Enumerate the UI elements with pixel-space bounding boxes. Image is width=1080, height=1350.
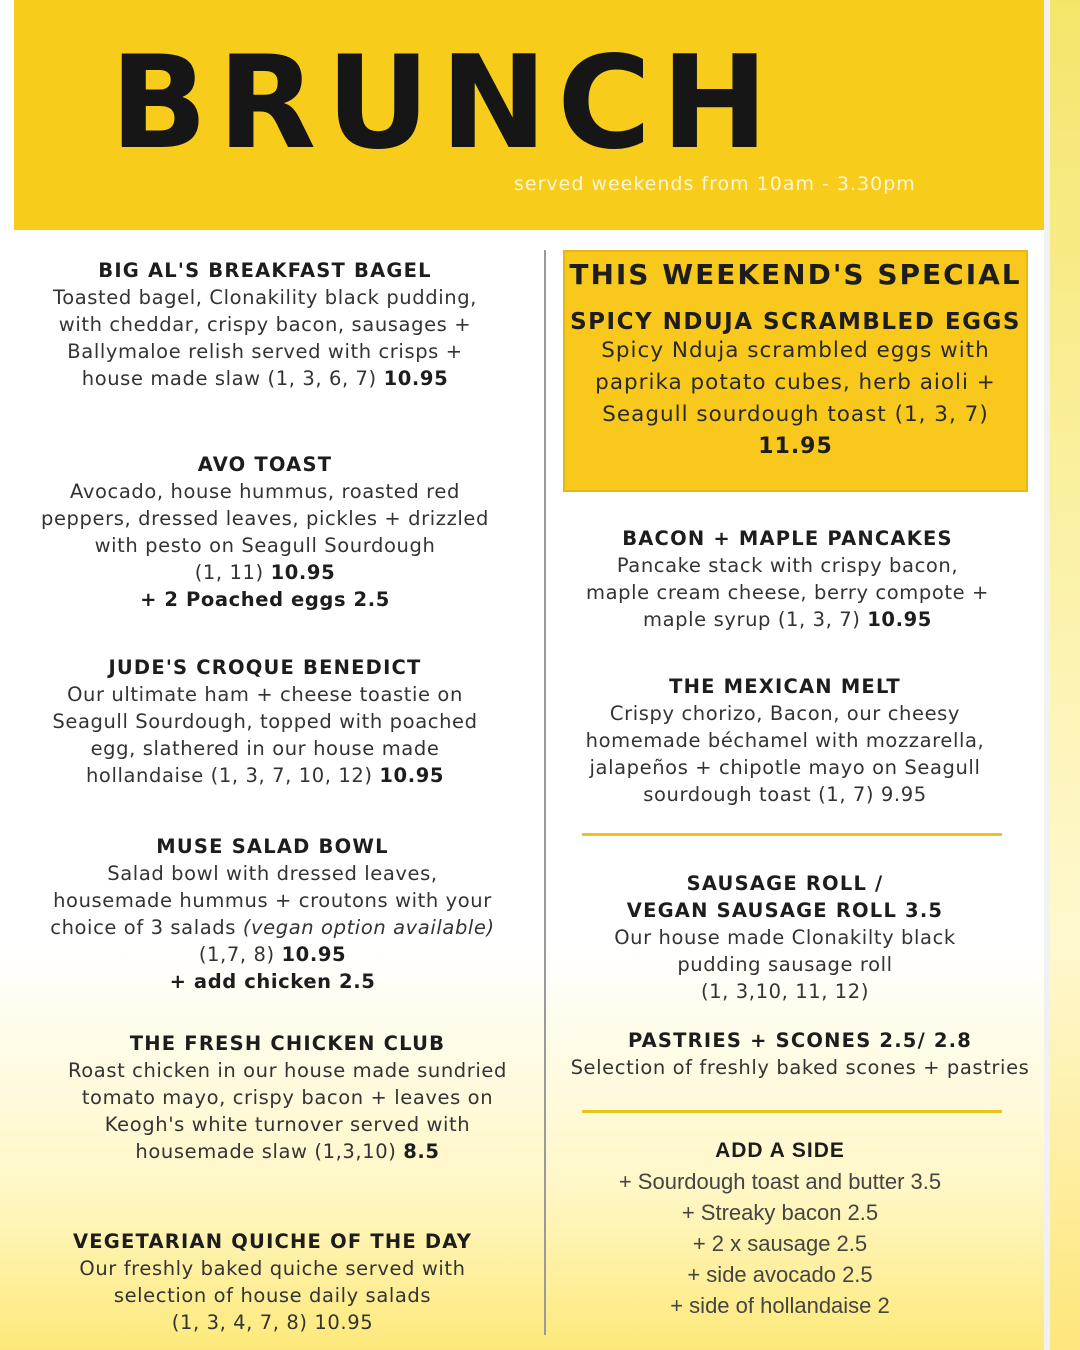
item-desc-line: peppers, dressed leaves, pickles + drizzled bbox=[40, 507, 489, 530]
item-title: AVO TOAST bbox=[197, 453, 333, 476]
item-extra: + 2 Poached eggs 2.5 bbox=[140, 588, 390, 611]
special-desc-line: paprika potato cubes, herb aioli + bbox=[595, 370, 996, 395]
item-desc-line: jalapeños + chipotle mayo on Seagull bbox=[589, 756, 981, 779]
item-desc-line: Toasted bagel, Clonakility black pudding, bbox=[53, 286, 477, 309]
item-desc-line: Pancake stack with crispy bacon, bbox=[616, 554, 959, 577]
add-a-side-section bbox=[560, 1135, 1000, 1321]
item-desc-line: Ballymaloe relish served with crisps + bbox=[67, 340, 463, 363]
item-allergens: (1,7, 8) bbox=[198, 943, 275, 966]
item-price: 10.95 bbox=[281, 943, 347, 966]
item-note: (vegan option available) bbox=[242, 916, 495, 939]
special-heading: THIS WEEKEND'S SPECIAL bbox=[569, 258, 1022, 291]
menu-item-croque-benedict bbox=[30, 654, 500, 789]
item-desc-line: maple syrup (1, 3, 7) bbox=[643, 608, 861, 631]
item-desc-line: maple cream cheese, berry compote + bbox=[586, 581, 989, 604]
menu-item-pastries-scones bbox=[555, 1027, 1045, 1081]
side-item: + 2 x sausage 2.5 bbox=[692, 1231, 868, 1256]
item-desc-line: sourdough toast (1, 7) 9.95 bbox=[643, 783, 927, 806]
item-title: PASTRIES + SCONES 2.5/ 2.8 bbox=[627, 1029, 973, 1052]
menu-item-mexican-melt bbox=[560, 673, 1010, 808]
menu-item-avo-toast bbox=[30, 451, 500, 613]
item-desc-line: Keogh's white turnover served with bbox=[104, 1113, 471, 1136]
side-item: + side avocado 2.5 bbox=[687, 1262, 873, 1287]
edge-shadow bbox=[1044, 0, 1050, 1350]
item-desc-line: Our house made Clonakilty black bbox=[614, 926, 956, 949]
item-desc-line: Our freshly baked quiche served with bbox=[79, 1257, 466, 1280]
item-price: 10.95 bbox=[383, 367, 449, 390]
item-desc-line: Salad bowl with dressed leaves, bbox=[107, 862, 438, 885]
menu-item-sausage-roll bbox=[560, 870, 1010, 1005]
item-desc-line: egg, slathered in our house made bbox=[90, 737, 440, 760]
weekend-special-box bbox=[563, 250, 1028, 492]
item-price: 10.95 bbox=[270, 561, 336, 584]
side-item: + Streaky bacon 2.5 bbox=[681, 1200, 879, 1225]
item-title: MUSE SALAD BOWL bbox=[156, 835, 389, 858]
item-desc-line: tomato mayo, crispy bacon + leaves on bbox=[81, 1086, 494, 1109]
item-price: 10.95 bbox=[867, 608, 932, 631]
item-desc-line: selection of house daily salads bbox=[113, 1284, 432, 1307]
item-desc-line: with pesto on Seagull Sourdough bbox=[94, 534, 436, 557]
special-desc-line: Spicy Nduja scrambled eggs with bbox=[601, 338, 990, 363]
item-desc-line: with cheddar, crispy bacon, sausages + bbox=[58, 313, 472, 336]
item-title: BACON + MAPLE PANCAKES bbox=[622, 527, 953, 550]
menu-item-muse-salad-bowl bbox=[30, 833, 515, 995]
menu-item-maple-pancakes bbox=[560, 525, 1015, 633]
menu-item-chicken-club bbox=[30, 1030, 545, 1165]
item-title: THE FRESH CHICKEN CLUB bbox=[129, 1032, 446, 1055]
item-title: BIG AL'S BREAKFAST BAGEL bbox=[98, 259, 432, 282]
item-desc-line: choice of 3 salads bbox=[50, 916, 237, 939]
item-desc-line: (1, 3, 4, 7, 8) 10.95 bbox=[171, 1311, 374, 1334]
item-desc-line: pudding sausage roll bbox=[677, 953, 893, 976]
item-desc-line: Selection of freshly baked scones + pastries bbox=[570, 1056, 1030, 1079]
section-divider bbox=[582, 833, 1002, 836]
sides-title: ADD A SIDE bbox=[715, 1139, 845, 1162]
menu-item-big-als-bagel bbox=[30, 257, 500, 392]
side-item: + Sourdough toast and butter 3.5 bbox=[618, 1169, 942, 1194]
item-title-2: VEGAN SAUSAGE ROLL 3.5 bbox=[626, 899, 944, 922]
item-title: JUDE'S CROQUE BENEDICT bbox=[108, 656, 422, 679]
item-desc-line: housemade slaw (1,3,10) bbox=[135, 1140, 397, 1163]
item-price: 8.5 bbox=[403, 1140, 440, 1163]
item-title: THE MEXICAN MELT bbox=[669, 675, 901, 698]
item-desc-line: (1, 3,10, 11, 12) bbox=[700, 980, 870, 1003]
item-desc-line: Our ultimate ham + cheese toastie on bbox=[67, 683, 463, 706]
section-divider bbox=[582, 1110, 1002, 1113]
item-desc-line: Seagull Sourdough, topped with poached bbox=[52, 710, 478, 733]
item-desc-line: Avocado, house hummus, roasted red bbox=[70, 480, 460, 503]
item-title: SAUSAGE ROLL / bbox=[686, 872, 884, 895]
item-desc-line: Crispy chorizo, Bacon, our cheesy bbox=[609, 702, 961, 725]
item-title: VEGETARIAN QUICHE OF THE DAY bbox=[72, 1230, 473, 1253]
item-desc-line: hollandaise (1, 3, 7, 10, 12) bbox=[85, 764, 373, 787]
served-hours: served weekends from 10am - 3.30pm bbox=[514, 173, 916, 195]
item-desc-line: Roast chicken in our house made sundried bbox=[68, 1059, 507, 1082]
menu-title: BRUNCH bbox=[110, 29, 779, 178]
item-desc-line: homemade béchamel with mozzarella, bbox=[585, 729, 985, 752]
item-desc-line: housemade hummus + croutons with your bbox=[53, 889, 492, 912]
special-desc-line: Seagull sourdough toast (1, 3, 7) bbox=[602, 402, 989, 427]
column-divider bbox=[544, 250, 546, 1335]
special-price: 11.95 bbox=[758, 434, 833, 459]
item-extra: + add chicken 2.5 bbox=[169, 970, 376, 993]
item-desc-line: (1, 11) bbox=[194, 561, 264, 584]
item-desc-line: house made slaw (1, 3, 6, 7) bbox=[81, 367, 377, 390]
side-item: + side of hollandaise 2 bbox=[670, 1293, 890, 1318]
special-title: SPICY NDUJA SCRAMBLED EGGS bbox=[570, 309, 1021, 335]
menu-item-vegetarian-quiche bbox=[30, 1228, 515, 1336]
item-price: 10.95 bbox=[379, 764, 445, 787]
menu-header bbox=[14, 0, 1044, 230]
